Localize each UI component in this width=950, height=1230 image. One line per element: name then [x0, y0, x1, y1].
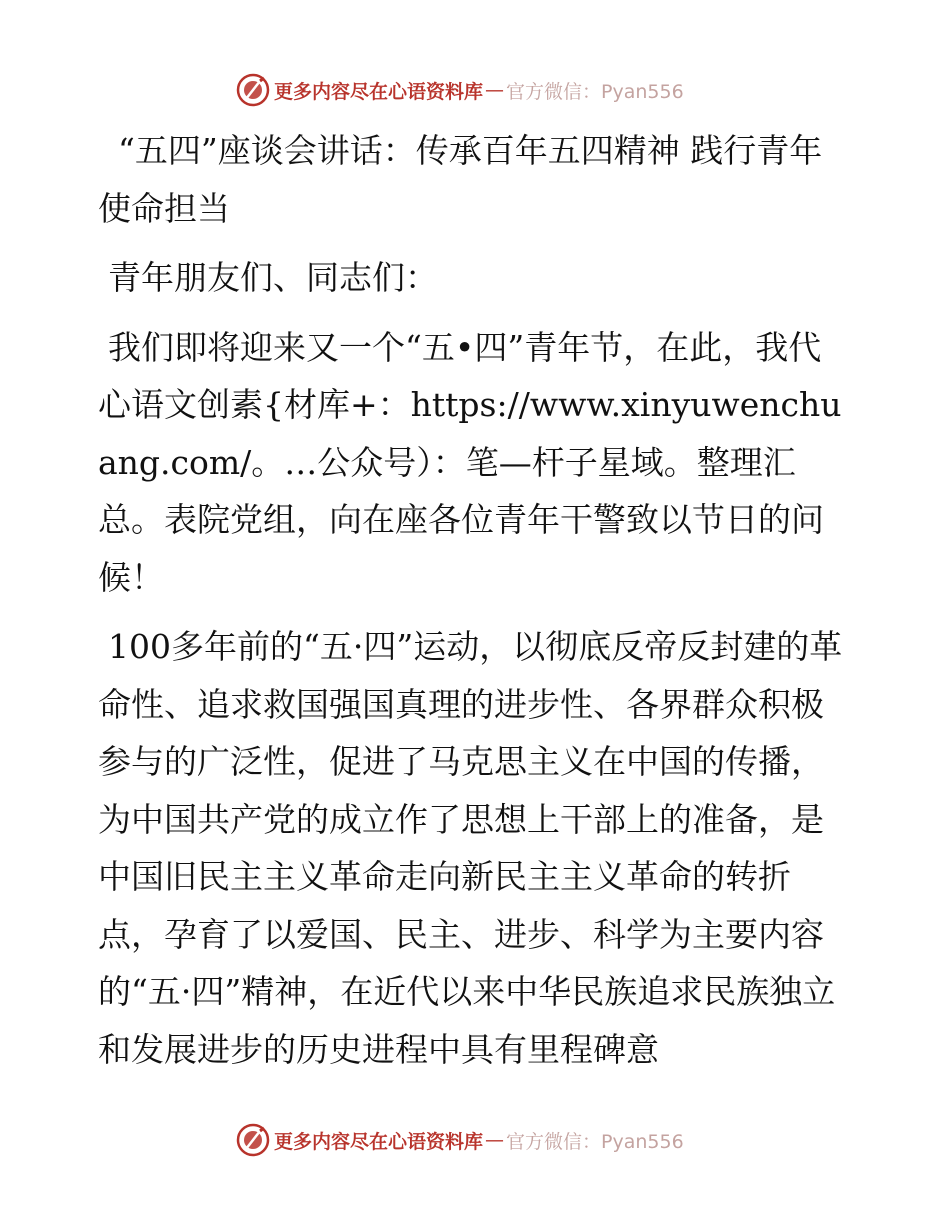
document-body — [98, 122, 850, 1078]
document-title: “五四”座谈会讲话：传承百年五四精神 践行青年使命担当 — [98, 131, 823, 228]
brand-logo-icon — [236, 73, 270, 107]
header-watermark — [236, 73, 684, 107]
greeting: 青年朋友们、同志们： — [108, 258, 438, 297]
footer-watermark — [236, 1123, 684, 1157]
watermark-dash: — — [485, 1129, 505, 1151]
paragraph-1: 我们即将迎来又一个“五•四”青年节，在此，我代心语文创素{材库+：https://www.xinyuwenchuang.com/。…公众号）：笔—杆子星域。整理汇总。表院党组，向在座各位青年干警致以节日的问候！ — [98, 327, 842, 597]
watermark-wechat: 官方微信：Pyan556 — [506, 1130, 684, 1153]
watermark-wechat: 官方微信：Pyan556 — [506, 80, 684, 103]
brand-logo-icon — [236, 1123, 270, 1157]
watermark-text: 更多内容尽在心语资料库 — [274, 1130, 484, 1153]
watermark-dash: — — [485, 79, 505, 101]
paragraph-2: 100多年前的“五·四”运动，以彻底反帝反封建的革命性、追求救国强国真理的进步性、各界群众积极参与的广泛性，促进了马克思主义在中国的传播，为中国共产党的成立作了思想上干部上的准备，是中国旧民主主义革命走向新民主主义革命的转折点，孕育了以爱国、民主、进步、科学为主要内容的“五·四”精神，在近代以来中华民族追求民族独立和发展进步的历史进程中具有里程碑意 — [98, 627, 843, 1069]
watermark-text: 更多内容尽在心语资料库 — [274, 80, 484, 103]
